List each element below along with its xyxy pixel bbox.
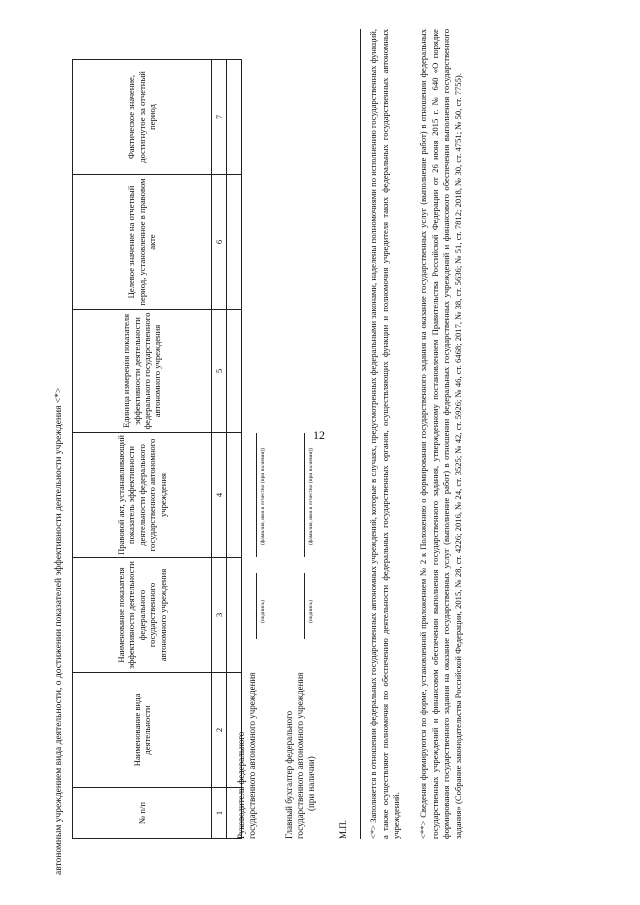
column-number: 1 (212, 788, 227, 839)
header-cell-number: № п/п (73, 788, 212, 839)
accountant-name-line (304, 433, 305, 557)
table-cell (227, 433, 242, 558)
accountant-title (284, 673, 317, 839)
table-cell (227, 60, 242, 175)
column-number: 6 (212, 175, 227, 310)
head-name-caption: (фамилия, имя и отчество (при наличии)) (260, 447, 266, 545)
footnote-separator (360, 29, 361, 839)
stamp-label: М.П. (338, 819, 348, 839)
column-number: 4 (212, 433, 227, 558)
header-cell-target-value: Целевое значение на отчетный период, установленное в правовом акте (73, 175, 212, 310)
head-signature-line (256, 573, 257, 639)
head-name-line (256, 433, 257, 557)
column-number: 3 (212, 558, 227, 673)
head-title (236, 673, 258, 839)
header-cell-legal-act: Правовой акт, устанавливающий показатель эффективности деятельности федерального государственного автономного учреждения (73, 433, 212, 558)
header-cell-indicator: Наименование показателя эффективности деятельности федерального государственного автономного учреждения (73, 558, 212, 673)
accountant-name-caption: (фамилия, имя и отчество (при наличии)) (308, 447, 314, 545)
head-title-line1: Руководитель федерального (236, 731, 246, 839)
table-cell (227, 175, 242, 310)
head-signature-caption: (подпись) (260, 600, 266, 623)
table-cell (227, 558, 242, 673)
accountant-signature-caption: (подпись) (308, 600, 314, 623)
accountant-title-line2: государственного автономного учреждения (295, 672, 305, 839)
table-cell (227, 310, 242, 433)
page-number: 12 (313, 428, 325, 442)
footnote-2: <**> Сведения формируются по форме, установленной приложением № 2 к Положению о формировании государственного задания на оказание государственных услуг (выполнение работ) в отношении федеральных государственных учреждений и финансовом обеспечении выполнения государственного задания, утвержденному постановлением Правительства Российской Федерации от 26 июня 2015 г. № 640 «О порядке формирования государственного задания на оказание государственных услуг (выполнение работ) в отношении федеральных государственных учреждений и финансового обеспечения выполнения государственного задания» (Собрание законодательства Российской Федерации, 2015, № 28, ст. 4226; 2016, № 24, ст. 3525; № 42, ст. 5926; № 46, ст. 6468; 2017, № 38, ст. 5636; № 51, ст. 7812; 2018, № 30, ст. 4751; № 50, ст. 7755). (418, 29, 463, 839)
column-number: 7 (212, 60, 227, 175)
header-cell-activity: Наименование вида деятельности (73, 673, 212, 788)
column-number: 2 (212, 673, 227, 788)
head-title-line2: государственного автономного учреждения (247, 672, 257, 839)
rotated-content (20, 15, 620, 875)
accountant-title-line3: (при наличии) (306, 756, 316, 811)
header-cell-unit: Единица измерения показателя эффективности деятельности федерального государственного автономного учреждения (73, 310, 212, 433)
column-number: 5 (212, 310, 227, 433)
table-header-text: автономным учреждением вида деятельности, о достижении показателей эффективности деятельности учреждения <*> (54, 387, 64, 875)
accountant-title-line1: Главный бухгалтер федерального (284, 710, 294, 839)
table-header-row (73, 60, 212, 839)
accountant-signature-line (304, 573, 305, 639)
header-cell-actual-value: Фактическое значение, достигнутое за отчетный период (73, 60, 212, 175)
footnote-1: <*> Заполняется в отношении федеральных государственных автономных учреждений, которые в случаях, предусмотренных федеральными законами, наделены полномочиями по исполнению государственных функций, а также осуществляют полномочия по обеспечению деятельности федеральных государственных органов, осуществляющих функции и полномочия учредителя таких федеральных государственных автономных учреждений. (368, 29, 402, 839)
efficiency-table (72, 59, 242, 839)
table-number-row (212, 60, 227, 839)
